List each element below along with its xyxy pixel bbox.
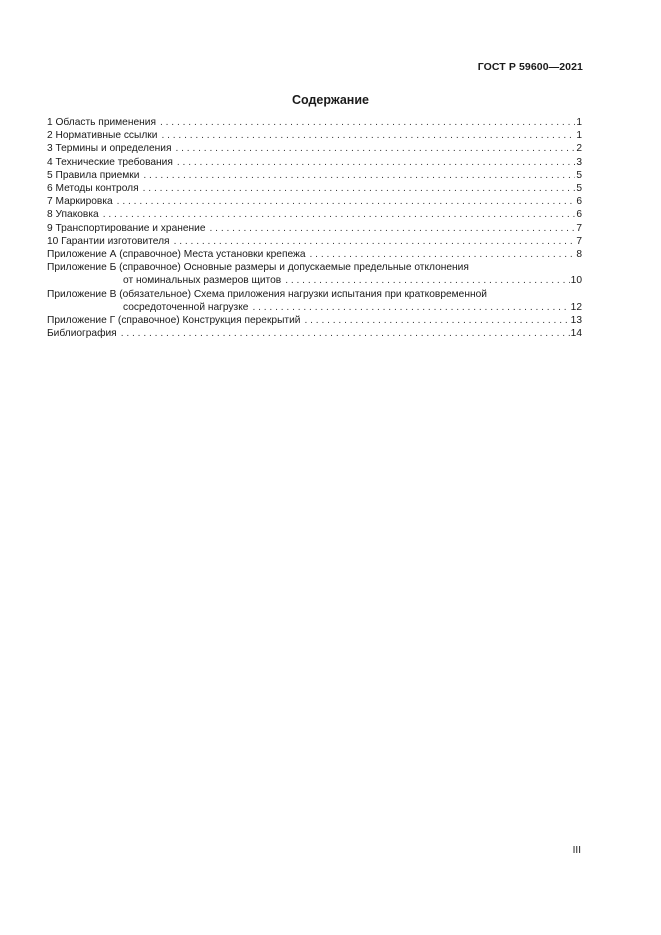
toc-entry[interactable]	[47, 248, 582, 261]
dot-leader	[143, 182, 576, 195]
toc-entry-title: 8 Упаковка	[47, 209, 99, 221]
toc-entry[interactable]	[47, 235, 582, 248]
toc-entry-title: 7 Маркировка	[47, 196, 113, 208]
toc-entry-page: 1	[576, 117, 582, 128]
toc-entry-title: 1 Область применения	[47, 117, 156, 128]
toc-entry-page: 6	[576, 209, 582, 221]
dot-leader	[175, 142, 575, 155]
toc-entry-title: от номинальных размеров щитов	[123, 275, 282, 287]
toc-entry[interactable]	[47, 222, 582, 235]
dot-leader	[160, 116, 575, 129]
toc-entry[interactable]	[47, 116, 582, 129]
toc-entry-title: 3 Термины и определения	[47, 143, 172, 155]
toc-entry[interactable]	[47, 156, 582, 169]
toc-entry-title: 9 Транспортирование и хранение	[47, 222, 206, 234]
toc-entry[interactable]	[47, 327, 582, 340]
toc-entry[interactable]	[47, 195, 582, 208]
toc-entry[interactable]	[47, 142, 582, 155]
toc-entry-page: 5	[576, 169, 582, 181]
page-number: III	[572, 845, 581, 856]
toc-entry[interactable]	[47, 314, 582, 327]
toc-entry-page: 5	[576, 183, 582, 195]
toc-entry-title: 6 Методы контроля	[47, 183, 139, 195]
toc-entry-page: 8	[576, 249, 582, 261]
toc-entry-page: 3	[576, 156, 582, 168]
toc-entry-title: Приложение В (обязательное) Схема приложения нагрузки испытания при кратковременной	[47, 288, 487, 300]
toc-entry-title: сосредоточенной нагрузке	[123, 301, 249, 313]
toc-entry[interactable]	[47, 288, 582, 314]
toc-entry-page: 7	[576, 222, 582, 234]
toc-entry-page: 2	[576, 143, 582, 155]
dot-leader	[177, 156, 575, 169]
dot-leader	[252, 301, 569, 314]
toc-entry-title: 10 Гарантии изготовителя	[47, 235, 170, 247]
dot-leader	[161, 129, 575, 142]
toc-entry-title: 4 Технические требования	[47, 156, 173, 168]
toc-entry-title: Библиография	[47, 328, 117, 340]
dot-leader	[174, 235, 576, 248]
toc-entry[interactable]	[47, 261, 582, 287]
toc-entry-page: 14	[570, 328, 582, 340]
toc-entry-title: Приложение Г (справочное) Конструкция перекрытий	[47, 315, 301, 327]
toc-entry-page: 1	[576, 130, 582, 142]
dot-leader	[143, 169, 575, 182]
toc-entry-title: 5 Правила приемки	[47, 169, 140, 181]
dot-leader	[210, 222, 576, 235]
toc-entry-page: 10	[570, 275, 582, 287]
toc-entry-page: 7	[576, 235, 582, 247]
toc-title: Содержание	[291, 93, 369, 107]
dot-leader	[103, 208, 576, 221]
toc-entry-page: 12	[570, 301, 582, 313]
document-code: ГОСТ Р 59600—2021	[477, 61, 583, 73]
toc-entry[interactable]	[47, 182, 582, 195]
toc-entry-page: 6	[576, 196, 582, 208]
toc-entry[interactable]	[47, 169, 582, 182]
dot-leader	[310, 248, 576, 261]
toc-entry-title: Приложение А (справочное) Места установки крепежа	[47, 249, 306, 261]
toc-entry[interactable]	[47, 208, 582, 221]
toc-entry-title: 2 Нормативные ссылки	[47, 130, 158, 142]
toc-entry[interactable]	[47, 129, 582, 142]
toc-entry-page: 13	[570, 315, 582, 327]
dot-leader	[285, 274, 569, 287]
dot-leader	[117, 195, 576, 208]
dot-leader	[304, 314, 569, 327]
dot-leader	[121, 327, 570, 340]
table-of-contents	[47, 116, 582, 340]
toc-entry-title: Приложение Б (справочное) Основные размеры и допускаемые предельные отклонения	[47, 262, 469, 274]
